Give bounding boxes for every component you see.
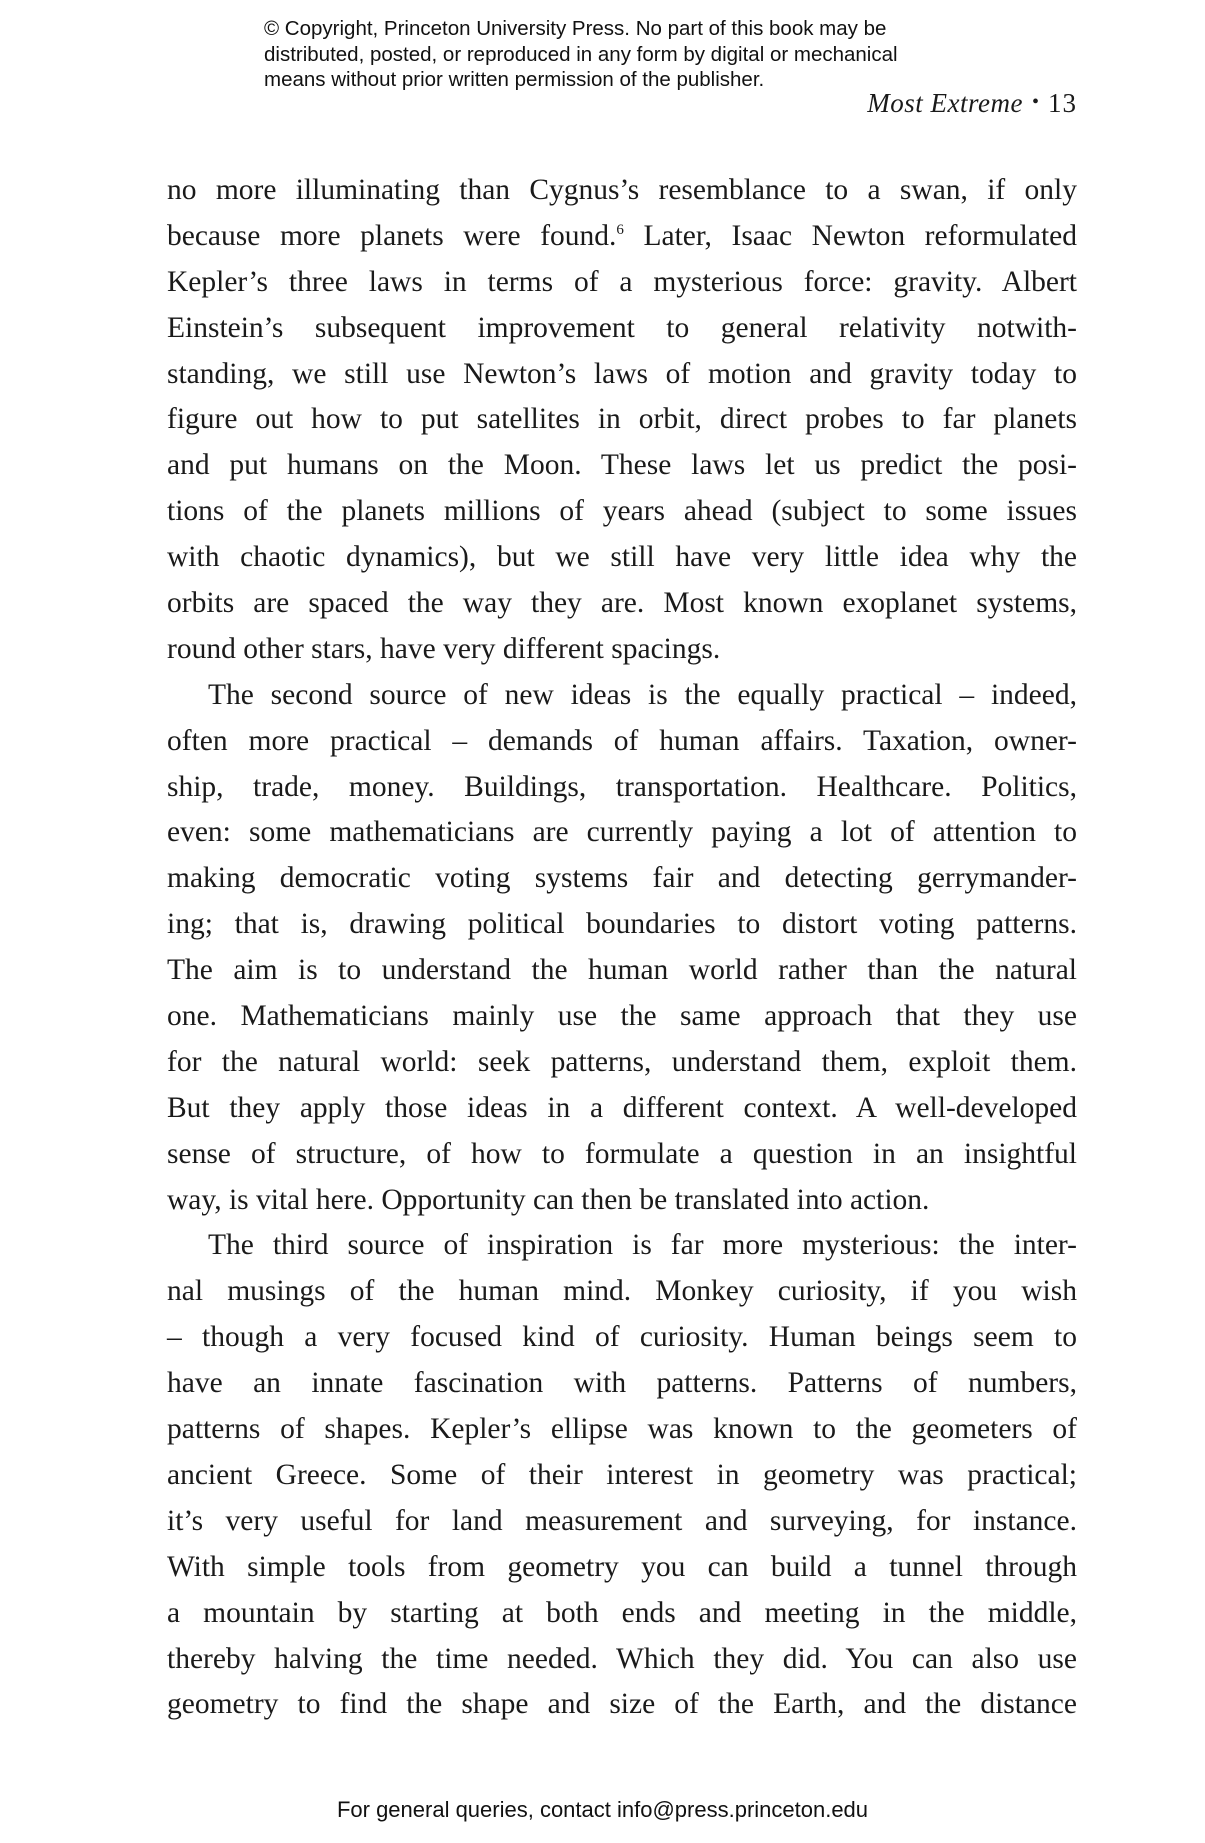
text-line: Kepler’s three laws in terms of a mysterious force: gravity. Albert	[167, 265, 1077, 298]
copyright-line: means without prior written permission of the publisher.	[264, 68, 765, 91]
text-line	[167, 214, 1077, 260]
text-line: no more illuminating than Cygnus’s resemblance to a swan, if only	[167, 174, 1077, 206]
text-line: The second source of new ideas is the equally practical – indeed,	[208, 678, 1077, 711]
paragraph	[167, 168, 1077, 673]
text-line: ancient Greece. Some of their interest in geometry was practical;	[167, 1458, 1077, 1491]
text-segment: Later, Isaac Newton reformulated	[623, 219, 1077, 252]
chapter-title: Most Extreme	[867, 88, 1023, 118]
text-line: and put humans on the Moon. These laws let us predict the posi-	[167, 449, 1077, 482]
text-line: – though a very focused kind of curiosity. Human beings seem to	[167, 1321, 1077, 1354]
text-line: nal musings of the human mind. Monkey curiosity, if you wish	[167, 1275, 1077, 1308]
text-line: have an innate fascination with patterns. Patterns of numbers,	[167, 1367, 1077, 1400]
page-number: 13	[1048, 88, 1077, 118]
paragraph	[167, 1223, 1077, 1728]
text-line: making democratic voting systems fair and detecting gerrymander-	[167, 862, 1077, 895]
text-line: ship, trade, money. Buildings, transportation. Healthcare. Politics,	[167, 770, 1077, 803]
text-line: The aim is to understand the human world rather than the natural	[167, 954, 1077, 987]
text-line: sense of structure, of how to formulate a question in an insightful	[167, 1137, 1077, 1170]
text-line: even: some mathematicians are currently paying a lot of attention to	[167, 816, 1077, 849]
copyright-line: © Copyright, Princeton University Press. No part of this book may be	[264, 17, 887, 40]
text-line: Einstein’s subsequent improvement to general relativity notwith-	[167, 311, 1077, 344]
text-line: a mountain by starting at both ends and meeting in the middle,	[167, 1596, 1077, 1629]
running-head	[867, 86, 1077, 119]
text-line: with chaotic dynamics), but we still have very little idea why the	[167, 541, 1077, 574]
text-line: patterns of shapes. Kepler’s ellipse was known to the geometers of	[167, 1413, 1077, 1446]
text-line: figure out how to put satellites in orbit, direct probes to far planets	[167, 403, 1077, 436]
footnote-marker[interactable]: 6	[616, 221, 624, 238]
text-line: one. Mathematicians mainly use the same approach that they use	[167, 1000, 1077, 1033]
text-line: often more practical – demands of human affairs. Taxation, owner-	[167, 724, 1077, 757]
text-segment: because more planets were found.	[167, 219, 617, 252]
text-line: tions of the planets millions of years ahead (subject to some issues	[167, 495, 1077, 528]
text-line: standing, we still use Newton’s laws of motion and gravity today to	[167, 357, 1077, 390]
text-line: way, is vital here. Opportunity can then be translated into action.	[167, 1183, 930, 1216]
text-line: orbits are spaced the way they are. Most known exoplanet systems,	[167, 587, 1077, 620]
text-line: round other stars, have very different spacings.	[167, 632, 721, 665]
text-line: With simple tools from geometry you can build a tunnel through	[167, 1550, 1077, 1583]
text-line: geometry to find the shape and size of the Earth, and the distance	[167, 1688, 1077, 1721]
body-text	[167, 168, 1077, 1728]
bullet-separator-icon: •	[1031, 91, 1039, 113]
footer-contact: For general queries, contact info@press.princeton.edu	[336, 1797, 869, 1822]
paragraph	[167, 673, 1077, 1224]
copyright-line: distributed, posted, or reproduced in any form by digital or mechanical	[264, 42, 898, 66]
text-line: The third source of inspiration is far more mysterious: the inter-	[208, 1229, 1077, 1262]
text-line: But they apply those ideas in a different context. A well-developed	[167, 1091, 1077, 1124]
text-line: ing; that is, drawing political boundaries to distort voting patterns.	[167, 908, 1077, 941]
copyright-notice	[264, 16, 904, 93]
text-line: it’s very useful for land measurement and surveying, for instance.	[167, 1504, 1077, 1537]
text-line: for the natural world: seek patterns, understand them, exploit them.	[167, 1045, 1077, 1078]
text-line: thereby halving the time needed. Which they did. You can also use	[167, 1642, 1077, 1675]
